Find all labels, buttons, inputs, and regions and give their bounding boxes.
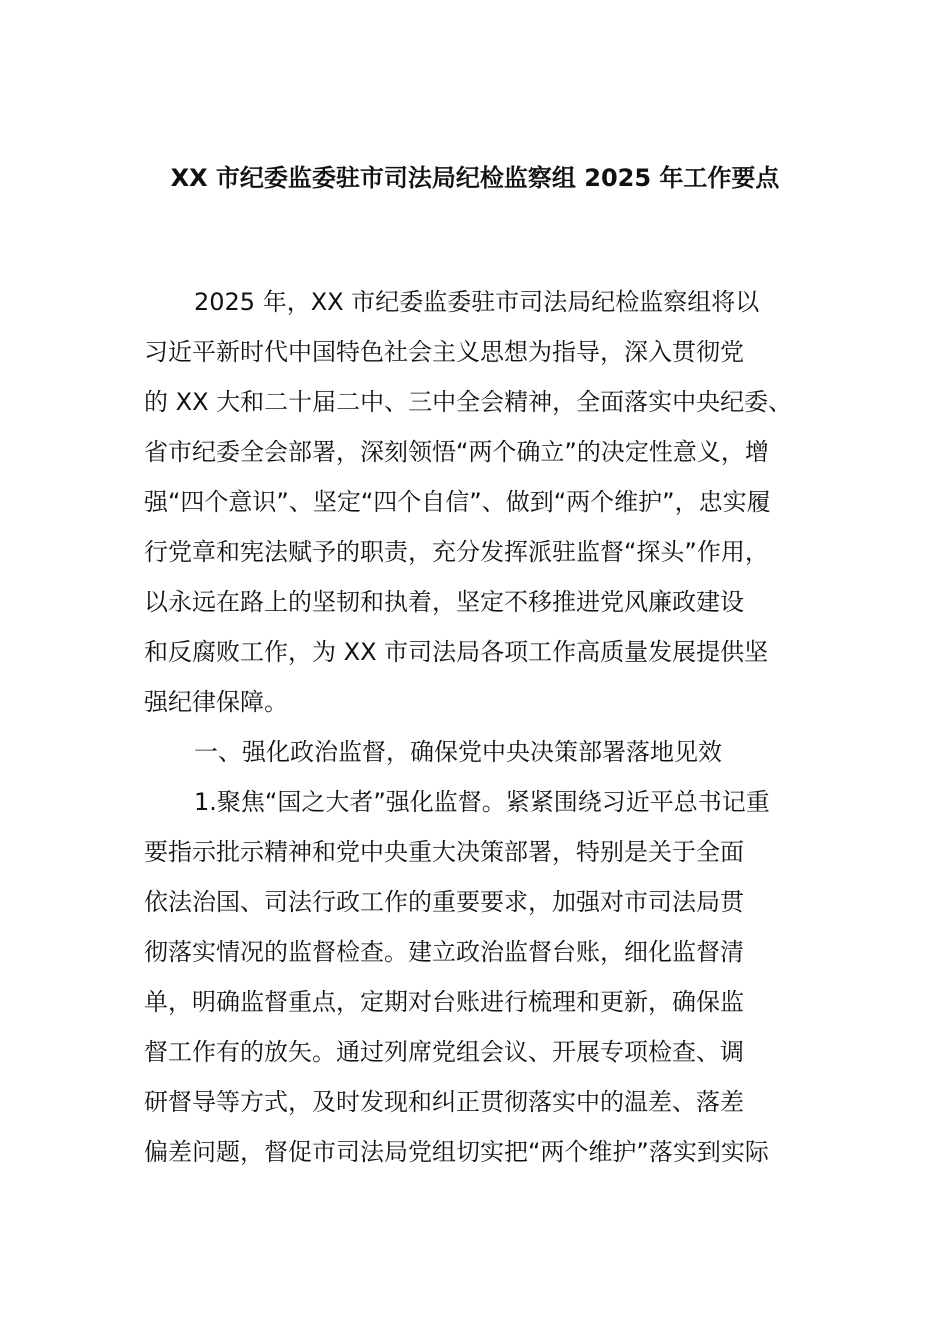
paragraph-line: 督工作有的放矢。通过列席党组会议、开展专项检查、调 [144,1038,744,1066]
paragraph-line: 彻落实情况的监督检查。建立政治监督台账，细化监督清 [144,938,744,966]
section-heading-line: 一、强化政治监督，确保党中央决策部署落地见效 [194,738,722,766]
paragraph-line: 以永远在路上的坚韧和执着，坚定不移推进党风廉政建设 [144,588,744,616]
paragraph-line: 要指示批示精神和党中央重大决策部署，特别是关于全面 [144,838,744,866]
paragraph-line: 习近平新时代中国特色社会主义思想为指导，深入贯彻党 [144,338,744,366]
paragraph-line: 偏差问题，督促市司法局党组切实把“两个维护”落实到实际 [144,1138,769,1166]
paragraph-line: 1.聚焦“国之大者”强化监督。紧紧围绕习近平总书记重 [194,788,770,816]
paragraph-line: 强“四个意识”、坚定“四个自信”、做到“两个维护”，忠实履 [144,488,771,516]
paragraph-line: 和反腐败工作，为 XX 市司法局各项工作高质量发展提供坚 [144,638,769,666]
document-body [144,282,824,1182]
paragraph-item-1 [144,782,824,1182]
paragraph-line: 行党章和宪法赋予的职责，充分发挥派驻监督“探头”作用， [144,538,769,566]
paragraph-line: 省市纪委全会部署，深刻领悟“两个确立”的决定性意义，增 [144,438,769,466]
paragraph-line: 依法治国、司法行政工作的重要要求，加强对市司法局贯 [144,888,744,916]
paragraph-line: 强纪律保障。 [144,688,288,716]
paragraph-line: 研督导等方式，及时发现和纠正贯彻落实中的温差、落差 [144,1088,744,1116]
paragraph-intro [144,282,824,732]
paragraph-line: 2025 年，XX 市纪委监委驻市司法局纪检监察组将以 [194,288,760,316]
paragraph-line: 单，明确监督重点，定期对台账进行梳理和更新，确保监 [144,988,744,1016]
section-heading [144,732,824,782]
paragraph-line: 的 XX 大和二十届二中、三中全会精神，全面落实中央纪委、 [144,388,793,416]
document-title: XX 市纪委监委驻市司法局纪检监察组 2025 年工作要点 [170,164,780,192]
